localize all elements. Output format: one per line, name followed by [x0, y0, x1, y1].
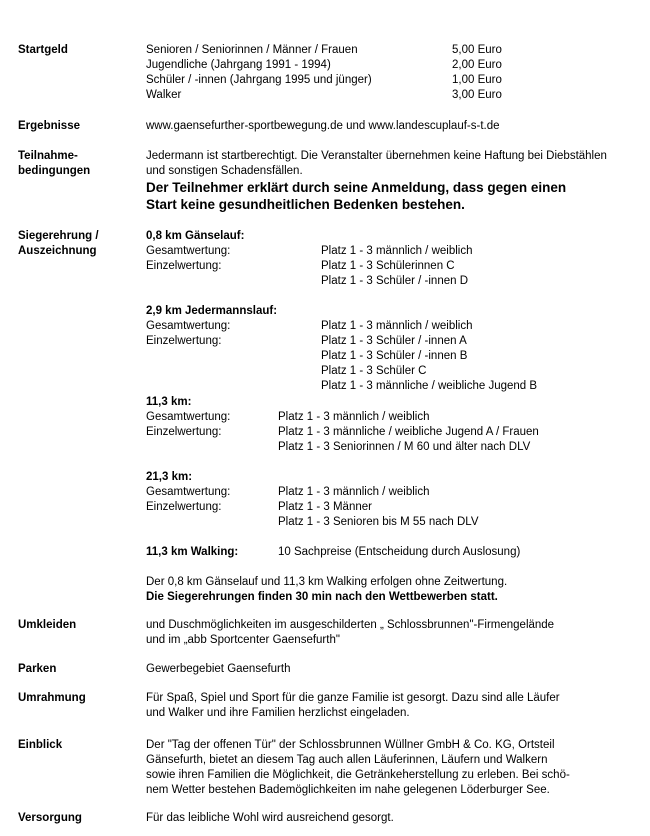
health-declaration-line: Start keine gesundheitlichen Bedenken bestehen. — [146, 197, 465, 212]
award-place: Platz 1 - 3 männlich / weiblich — [278, 411, 430, 423]
award-group-title: 21,3 km: — [146, 471, 193, 483]
award-group-title: 2,9 km Jedermannslauf: — [146, 305, 278, 317]
award-row — [146, 440, 644, 455]
fee-price: 1,00 Euro — [452, 74, 502, 86]
award-place: Platz 1 - 3 Senioren bis M 55 nach DLV — [278, 516, 479, 528]
walking-prize: 10 Sachpreise (Entscheidung durch Auslosung) — [278, 546, 521, 558]
text-line: Für Spaß, Spiel und Sport für die ganze Familie ist gesorgt. Dazu sind alle Läufer — [146, 692, 560, 704]
award-row — [146, 259, 644, 274]
label-line: Auszeichnung — [18, 245, 97, 257]
award-kind: Einzelwertung: — [146, 260, 222, 272]
health-declaration-line: Der Teilnehmer erklärt durch seine Anmeldung, dass gegen einen — [146, 180, 567, 195]
text-line: nem Wetter bestehen Bademöglichkeiten im nahe gelegenen Löderburger See. — [146, 784, 550, 796]
award-place: Platz 1 - 3 männliche / weibliche Jugend B — [321, 380, 538, 392]
award-row — [146, 485, 644, 500]
section-label — [18, 229, 143, 259]
award-kind: Gesamtwertung: — [146, 320, 231, 332]
section-label: Versorgung — [18, 812, 82, 824]
text-line: Gänsefurth, bietet an diesem Tag auch allen Läuferinnen, Läufern und Walkern — [146, 754, 548, 766]
label-line: Siegerehrung / — [18, 230, 99, 242]
text-line: sowie ihren Familien die Möglichkeit, die Getränkeherstellung zu erleben. Bei schö- — [146, 769, 570, 781]
award-place: Platz 1 - 3 Schüler / -innen D — [321, 275, 469, 287]
award-row — [146, 319, 644, 334]
section-label: Umkleiden — [18, 619, 77, 631]
award-place: Platz 1 - 3 Schüler / -innen B — [321, 350, 468, 362]
fee-row — [146, 58, 644, 73]
changing-text — [146, 618, 644, 648]
section-label: Umrahmung — [18, 692, 86, 704]
award-group — [146, 470, 644, 530]
fee-price: 5,00 Euro — [452, 44, 502, 56]
text-line: Jedermann ist startberechtigt. Die Veranstalter übernehmen keine Haftung bei Diebstählen — [146, 150, 607, 162]
award-group — [146, 229, 644, 289]
text-line: Der "Tag der offenen Tür" der Schlossbrunnen Wüllner GmbH & Co. KG, Ortsteil — [146, 739, 555, 751]
award-group-title: 0,8 km Gänselauf: — [146, 230, 245, 242]
conditions-text — [146, 149, 644, 213]
insight-text — [146, 738, 644, 798]
award-row — [146, 274, 644, 289]
text-line: und Duschmöglichkeiten im ausgeschilderten „ Schlossbrunnen"-Firmengelände — [146, 619, 555, 631]
award-place: Platz 1 - 3 Schüler / -innen A — [321, 335, 467, 347]
results-links: www.gaensefurther-sportbewegung.de und www.landescuplauf-s-t.de — [146, 120, 500, 132]
section-label: Startgeld — [18, 44, 68, 56]
award-row — [146, 364, 644, 379]
note-line: Der 0,8 km Gänselauf und 11,3 km Walking erfolgen ohne Zeitwertung. — [146, 576, 508, 588]
fee-row — [146, 88, 644, 103]
text-line: und im „abb Sportcenter Gaensefurth" — [146, 634, 340, 646]
fee-group: Jugendliche (Jahrgang 1991 - 1994) — [146, 59, 331, 71]
award-place: Platz 1 - 3 männlich / weiblich — [321, 245, 473, 257]
fee-row — [146, 73, 644, 88]
award-row — [146, 410, 644, 425]
award-kind: Einzelwertung: — [146, 426, 222, 438]
fee-group: Walker — [146, 89, 182, 101]
fee-price: 2,00 Euro — [452, 59, 502, 71]
award-place: Platz 1 - 3 Männer — [278, 501, 372, 513]
award-kind: Gesamtwertung: — [146, 411, 231, 423]
section-label — [18, 149, 143, 179]
award-place: Platz 1 - 3 männlich / weiblich — [321, 320, 473, 332]
fee-table — [146, 43, 644, 103]
section-label: Ergebnisse — [18, 120, 80, 132]
award-row — [146, 425, 644, 440]
program-text — [146, 691, 644, 721]
section-label: Einblick — [18, 739, 63, 751]
text-line: und Walker und ihre Familien herzlichst eingeladen. — [146, 707, 410, 719]
walking-title: 11,3 km Walking: — [146, 546, 239, 558]
award-row — [146, 379, 644, 394]
award-group — [146, 304, 644, 394]
award-kind: Einzelwertung: — [146, 501, 222, 513]
award-place: Platz 1 - 3 Schülerinnen C — [321, 260, 455, 272]
award-kind: Gesamtwertung: — [146, 245, 231, 257]
catering-text: Für das leibliche Wohl wird ausreichend gesorgt. — [146, 812, 394, 824]
parking-text: Gewerbegebiet Gaensefurth — [146, 663, 291, 675]
award-row — [146, 334, 644, 349]
fee-price: 3,00 Euro — [452, 89, 502, 101]
award-place: Platz 1 - 3 männlich / weiblich — [278, 486, 430, 498]
note-bold-line: Die Siegerehrungen finden 30 min nach den Wettbewerben statt. — [146, 591, 498, 603]
fee-row — [146, 43, 644, 58]
walking-row — [146, 545, 644, 560]
award-place: Platz 1 - 3 Schüler C — [321, 365, 427, 377]
award-row — [146, 244, 644, 259]
awards-content — [146, 229, 644, 605]
award-row — [146, 500, 644, 515]
fee-group: Senioren / Seniorinnen / Männer / Frauen — [146, 44, 358, 56]
award-row — [146, 349, 644, 364]
label-line: bedingungen — [18, 165, 91, 177]
award-place: Platz 1 - 3 Seniorinnen / M 60 und älter nach DLV — [278, 441, 531, 453]
awards-note — [146, 575, 644, 605]
award-group-title: 11,3 km: — [146, 396, 192, 408]
award-place: Platz 1 - 3 männliche / weibliche Jugend A / Frauen — [278, 426, 539, 438]
text-line: und sonstigen Schadensfällen. — [146, 165, 303, 177]
award-kind: Gesamtwertung: — [146, 486, 231, 498]
fee-group: Schüler / -innen (Jahrgang 1995 und jünger) — [146, 74, 372, 86]
award-row — [146, 515, 644, 530]
award-kind: Einzelwertung: — [146, 335, 222, 347]
label-line: Teilnahme- — [18, 150, 78, 162]
award-group — [146, 395, 644, 455]
section-label: Parken — [18, 663, 57, 675]
